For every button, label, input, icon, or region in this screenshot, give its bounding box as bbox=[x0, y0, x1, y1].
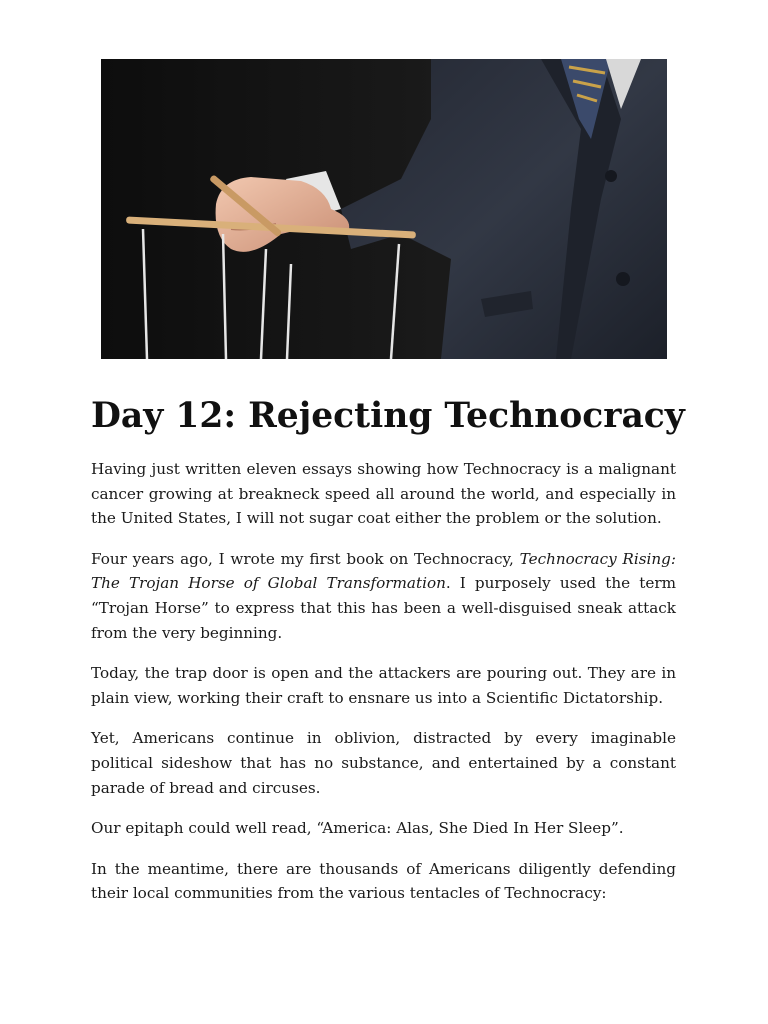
paragraph: Having just written eleven essays showing how Technocracy is a malignant cancer growing at breakneck speed all around the world, and especially in the United States, I will not sugar coat either the problem or the solution. bbox=[91, 460, 676, 528]
book-title: Technocracy Rising: The Trojan Horse of Global Transformation bbox=[91, 549, 676, 593]
paragraph bbox=[91, 547, 676, 645]
paragraph: Our epitaph could well read, “America: Alas, She Died In Her Sleep”. bbox=[91, 819, 624, 838]
page-title: Day 12: Rejecting Technocracy bbox=[91, 396, 685, 436]
paragraph: Yet, Americans continue in oblivion, distracted by every imaginable political sideshow that has no substance, and entertained by a constant parade of bread and circuses. bbox=[91, 729, 676, 797]
paragraph-text: . I purposely used the term “Trojan Horse” to express that this has been a well-disguised sneak attack from the very beginning. bbox=[91, 574, 676, 642]
puppeteer-hand-icon bbox=[101, 59, 667, 359]
article-body bbox=[91, 457, 676, 922]
paragraph: Today, the trap door is open and the attackers are pouring out. They are in plain view, working their craft to ensnare us into a Scientific Dictatorship. bbox=[91, 664, 676, 707]
hero-image bbox=[101, 59, 667, 359]
paragraph-text: Four years ago, I wrote my first book on Technocracy, bbox=[91, 549, 520, 568]
paragraph: In the meantime, there are thousands of Americans diligently defending their local communities from the various tentacles of Technocracy: bbox=[91, 859, 676, 903]
